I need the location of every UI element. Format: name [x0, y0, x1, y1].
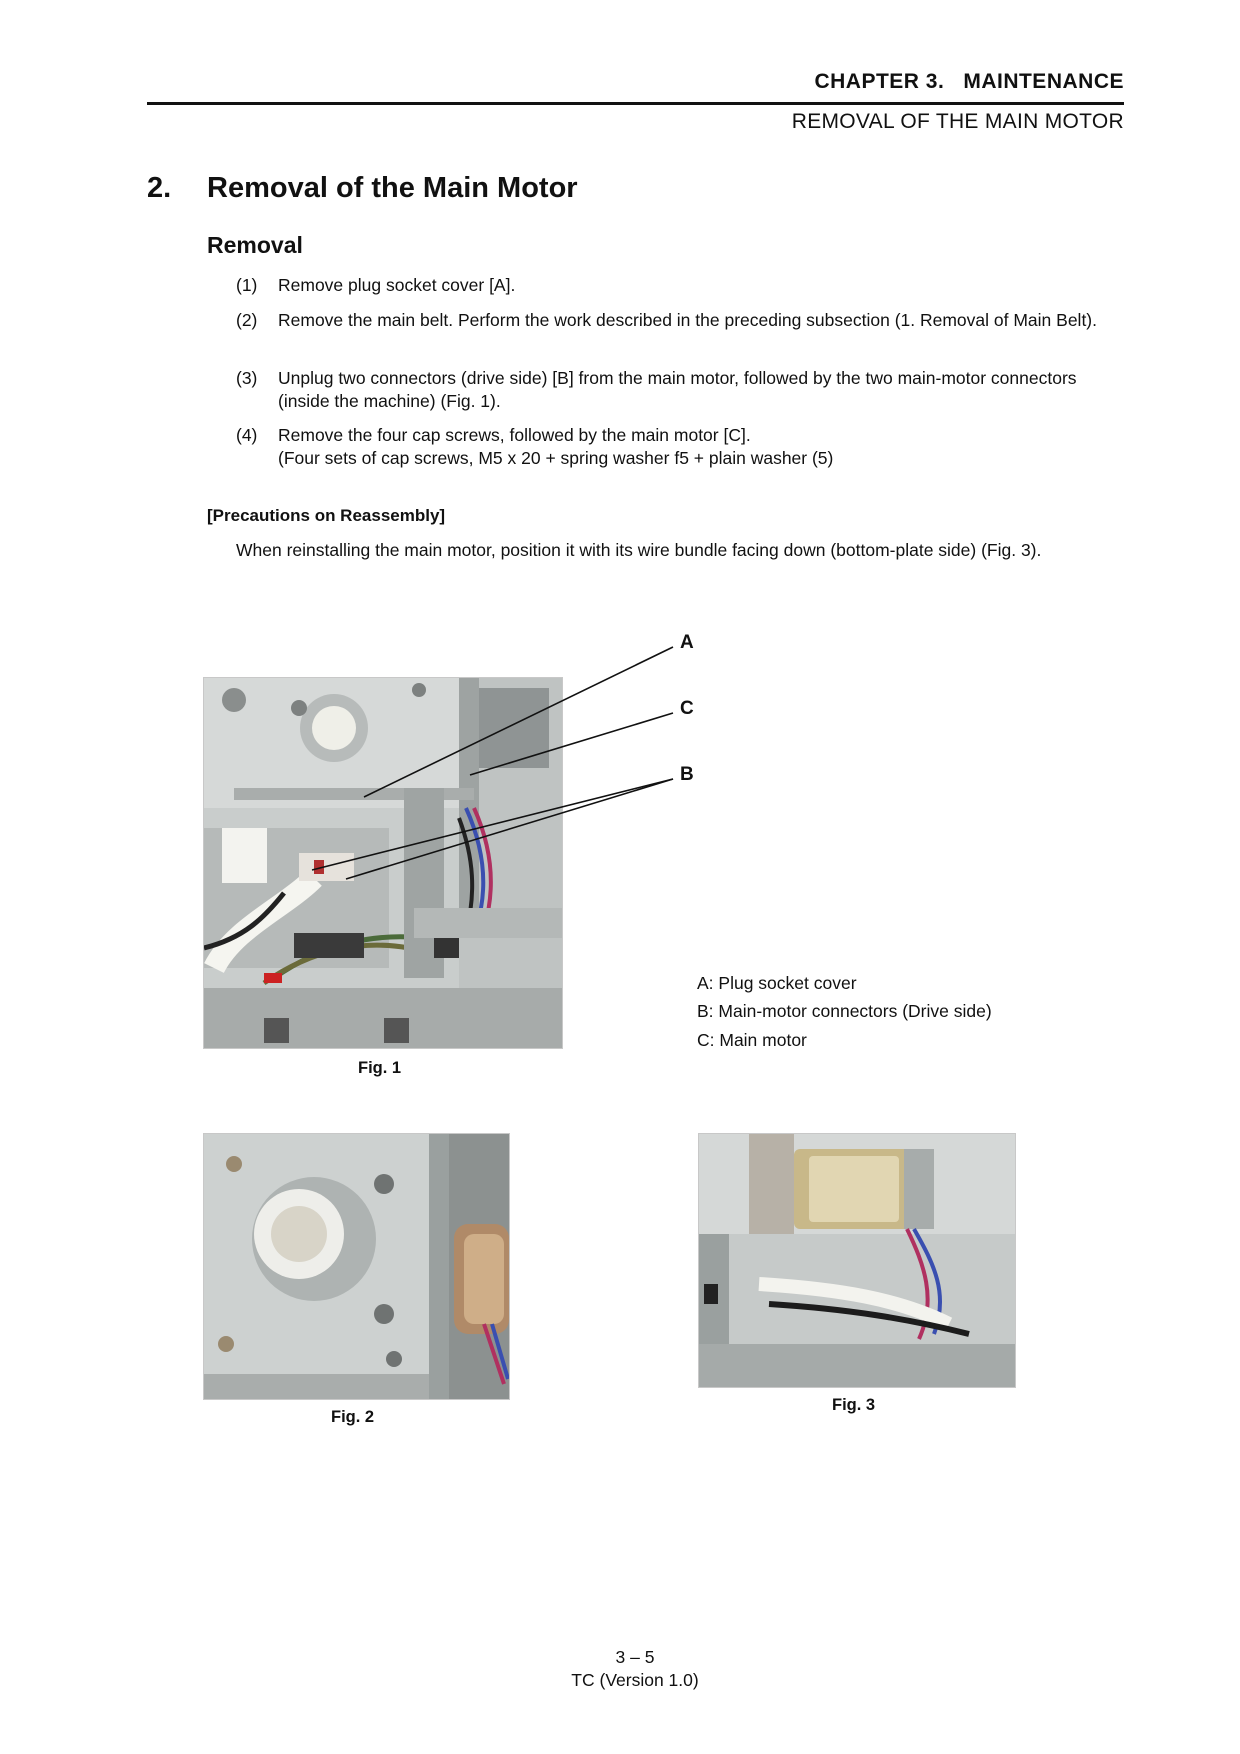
legend-item-a: A: Plug socket cover [697, 973, 857, 993]
step-number: (2) [236, 310, 258, 330]
removal-heading: Removal [207, 232, 303, 258]
fig2-photo-illustration [204, 1134, 509, 1399]
callout-c: C [680, 698, 694, 719]
header-subtitle: REMOVAL OF THE MAIN MOTOR [791, 110, 1124, 133]
step-number: (1) [236, 275, 258, 295]
step-text: Unplug two connectors (drive side) [B] from the main motor, followed by the two main-motor connectors (inside the machine) (Fig. 1). [278, 368, 1077, 411]
step-text: Remove plug socket cover [A]. [278, 275, 516, 295]
legend-item-b: B: Main-motor connectors (Drive side) [697, 1001, 992, 1021]
precautions-heading: [Precautions on Reassembly] [207, 506, 446, 525]
chapter-heading: CHAPTER 3. MAINTENANCE [814, 70, 1124, 93]
step-text: Remove the main belt. Perform the work described in the preceding subsection (1. Removal of Main Belt). [278, 310, 1097, 330]
step-number: (3) [236, 368, 258, 388]
page-number: 3 – 5 [615, 1647, 655, 1667]
fig3-photo-illustration [699, 1134, 1015, 1387]
step-text: Remove the four cap screws, followed by the main motor [C]. [278, 425, 751, 445]
callout-b: B [680, 764, 694, 785]
fig2-photo [203, 1133, 510, 1400]
leader-line-a [364, 647, 673, 797]
fig3-photo [698, 1133, 1016, 1388]
document-version: TC (Version 1.0) [571, 1670, 699, 1690]
leader-line-b2 [346, 779, 673, 879]
step-text-detail: (Four sets of cap screws, M5 x 20 + spring washer f5 + plain washer (5) [278, 448, 834, 468]
legend-item-c: C: Main motor [697, 1030, 807, 1050]
leader-line-b1 [312, 779, 673, 870]
fig1-caption: Fig. 1 [358, 1059, 402, 1077]
callout-a: A [680, 632, 694, 653]
fig3-caption: Fig. 3 [832, 1396, 876, 1414]
section-number: 2. [147, 172, 172, 204]
precautions-text: When reinstalling the main motor, position it with its wire bundle facing down (bottom-plate side) (Fig. 3). [236, 540, 1042, 560]
section-title: Removal of the Main Motor [207, 172, 578, 204]
step-number: (4) [236, 425, 258, 445]
leader-line-c [470, 713, 673, 775]
fig2-caption: Fig. 2 [331, 1408, 375, 1426]
